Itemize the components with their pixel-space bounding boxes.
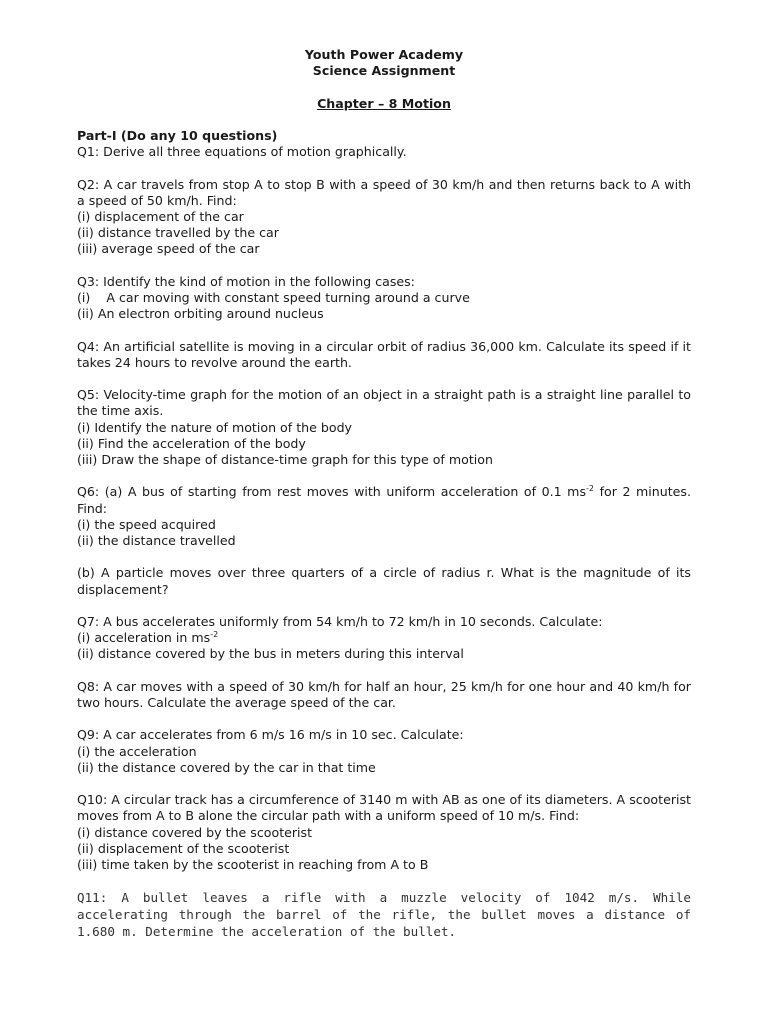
question-9 — [77, 727, 691, 776]
question-2-item: (ii) distance travelled by the car — [77, 225, 279, 241]
assignment-subtitle: Science Assignment — [312, 63, 456, 79]
question-5-item: (i) Identify the nature of motion of the body — [77, 419, 353, 435]
question-6-stem-text: Q6: (a) A bus of starting from rest moves with uniform acceleration of 0.1 ms — [77, 484, 587, 500]
question-6 — [77, 484, 691, 597]
question-9-stem: Q9: A car accelerates from 6 m/s 16 m/s in 10 sec. Calculate: — [77, 727, 464, 743]
question-7-item — [77, 630, 691, 646]
question-6-part-b: (b) A particle moves over three quarters of a circle of radius r. What is the magnitude of its displacement? — [77, 565, 691, 597]
question-6-stem-tail: for 2 minutes. Find: — [77, 484, 691, 516]
question-11: Q11: A bullet leaves a rifle with a muzzle velocity of 1042 m/s. While accelerating through the barrel of the rifle, the bullet moves a distance of 1.680 m. Determine the acceleration of the bullet. — [77, 890, 691, 940]
question-4: Q4: An artificial satellite is moving in a circular orbit of radius 36,000 km. Calculate its speed if it takes 24 hours to revolve around the earth. — [77, 338, 691, 370]
question-2-stem: Q2: A car travels from stop A to stop B with a speed of 30 km/h and then returns back to A with a speed of 50 km/h. Find: — [77, 176, 691, 208]
question-7 — [77, 614, 691, 663]
question-8: Q8: A car moves with a speed of 30 km/h for half an hour, 25 km/h for one hour and 40 km/h for two hours. Calculate the average speed of the car. — [77, 678, 691, 710]
question-10-item: (i) distance covered by the scooterist — [77, 824, 313, 840]
question-10-item: (iii) time taken by the scooterist in reaching from A to B — [77, 856, 429, 872]
question-3-stem: Q3: Identify the kind of motion in the following cases: — [77, 273, 415, 289]
question-3-item: (ii) An electron orbiting around nucleus — [77, 306, 324, 322]
question-2-item: (i) displacement of the car — [77, 208, 244, 224]
question-3 — [77, 274, 691, 323]
question-5 — [77, 387, 691, 468]
question-3-item: (i) A car moving with constant speed turning around a curve — [77, 289, 470, 305]
question-6-exponent: -2 — [586, 484, 594, 494]
document-content — [77, 47, 691, 940]
part-heading: Part-I (Do any 10 questions) — [77, 127, 278, 143]
question-1: Q1: Derive all three equations of motion graphically. — [77, 144, 407, 160]
question-7-item: (ii) distance covered by the bus in meters during this interval — [77, 646, 464, 662]
question-2 — [77, 177, 691, 258]
question-6-stem — [77, 484, 691, 516]
question-5-item: (ii) Find the acceleration of the body — [77, 435, 306, 451]
question-7-exponent: -2 — [210, 630, 219, 640]
question-7-item-text: (i) acceleration in ms — [77, 630, 211, 646]
chapter-title: Chapter – 8 Motion — [317, 95, 451, 111]
org-title: Youth Power Academy — [304, 47, 464, 62]
question-5-item: (iii) Draw the shape of distance-time graph for this type of motion — [77, 451, 493, 467]
question-6-item: (i) the speed acquired — [77, 516, 216, 532]
question-10-stem: Q10: A circular track has a circumference of 3140 m with AB as one of its diameters. A scooterist moves from A to B alone the circular path with a uniform speed of 10 m/s. Find: — [77, 792, 691, 824]
question-2-item: (iii) average speed of the car — [77, 241, 260, 257]
question-9-item: (i) the acceleration — [77, 743, 197, 759]
question-10 — [77, 792, 691, 873]
question-5-stem: Q5: Velocity-time graph for the motion of an object in a straight path is a straight line parallel to the time axis. — [77, 387, 691, 419]
question-10-item: (ii) displacement of the scooterist — [77, 840, 290, 856]
question-7-stem: Q7: A bus accelerates uniformly from 54 km/h to 72 km/h in 10 seconds. Calculate: — [77, 613, 603, 629]
question-6-item: (ii) the distance travelled — [77, 532, 236, 548]
question-9-item: (ii) the distance covered by the car in that time — [77, 759, 376, 775]
